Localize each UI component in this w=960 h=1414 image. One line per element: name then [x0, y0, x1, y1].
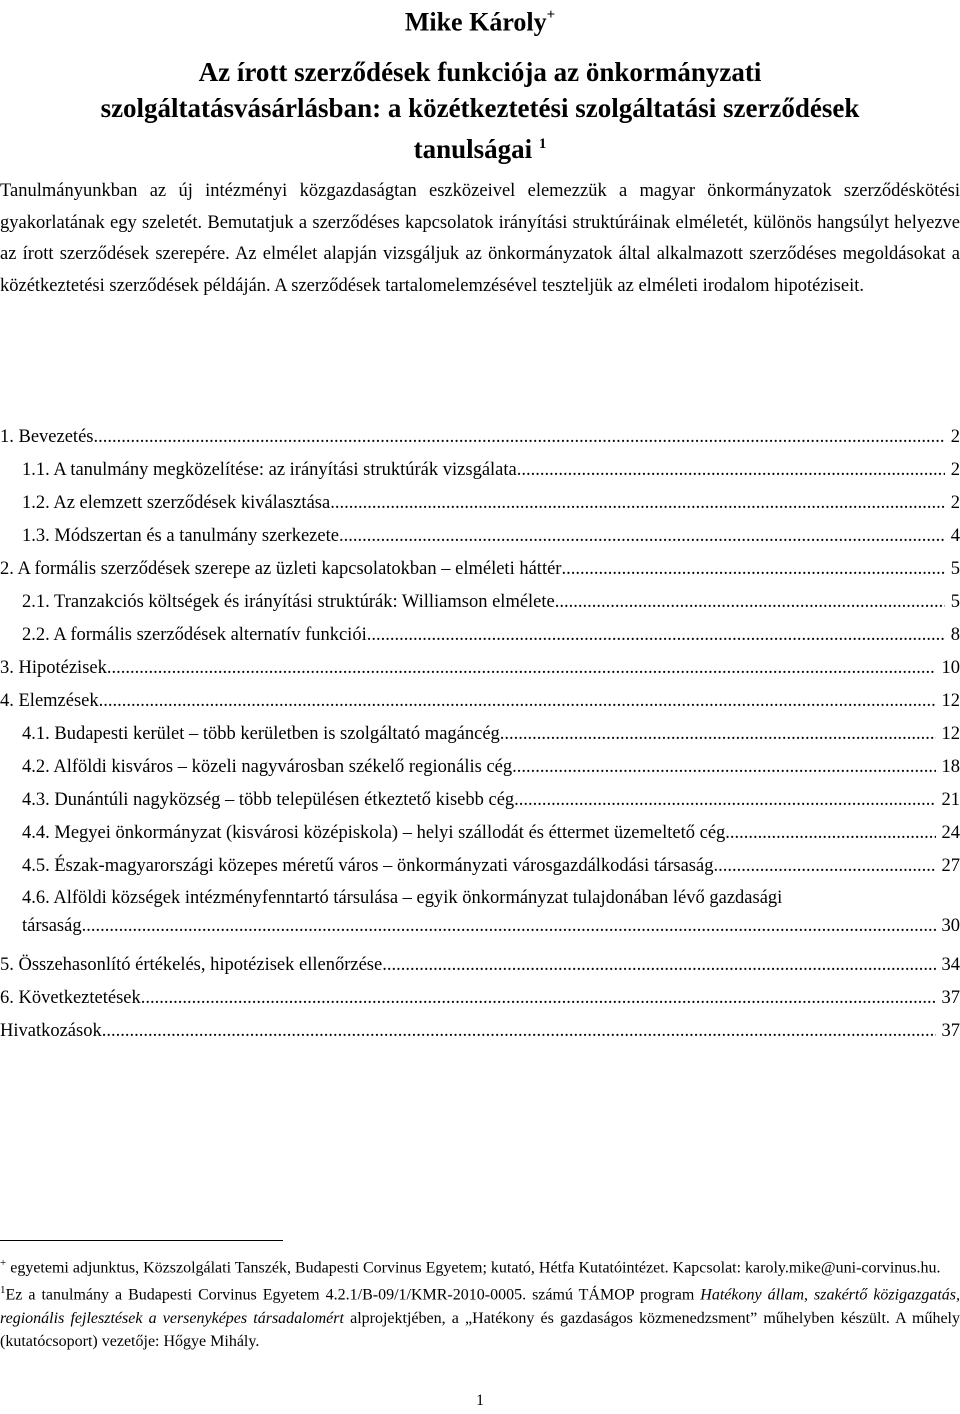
toc-entry[interactable]: 1.2. Az elemzett szerződések kiválasztása ..... 2	[0, 490, 960, 516]
toc-entry[interactable]: 4.6. Alföldi községek intézményfenntartó társulása – egyik önkormányzat tulajdonában lévő gazdasági társaság ..... 30	[22, 884, 960, 940]
footnote-separator	[0, 1240, 283, 1241]
toc-entry[interactable]: 2.1. Tranzakciós költségek és irányítási struktúrák: Williamson elmélete ..... 5	[0, 589, 960, 615]
toc-entry[interactable]: 4.2. Alföldi kisváros – közeli nagyvárosban székelő regionális cég ..... 18	[0, 754, 960, 780]
toc-entry[interactable]: 2. A formális szerződések szerepe az üzleti kapcsolatokban – elméleti háttér ..... 5	[0, 556, 960, 582]
footnote-1: $^1$Ez a tanulmány a Budapesti Corvinus Egyetem 4.2.1/B-09/1/KMR-2010-0005. számú TÁMOP program Hatékony állam, szakértő közigazgatás, regionális fejlesztések a versenyképes társadalomért alprojektjében, a „Hatékony és gazdaságos közmenedzsment” műhelyben készült. A műhely (kutatócsoport) vezetője: Hőgye Mihály.	[0, 1284, 960, 1350]
toc-entry[interactable]: 4.5. Észak-magyarországi közepes méretű város – önkormányzati városgazdálkodási társaság ..... 27	[0, 853, 960, 879]
toc-entry[interactable]: 1.3. Módszertan és a tanulmány szerkezete ..... 4	[0, 523, 960, 549]
title-line-2: szolgáltatásvásárlásban: a közétkeztetési szolgáltatási szerződések	[100, 93, 860, 123]
title-line-1: Az írott szerződések funkciója az önkormányzati	[198, 57, 762, 87]
footnote-author: + egyetemi adjunktus, Közszolgálati Tanszék, Budapesti Corvinus Egyetem; kutató, Hétfa Kutatóintézet. Kapcsolat: karoly.mike@uni-corvinus.hu.	[0, 1257, 941, 1277]
toc-entry[interactable]: 4. Elemzések ..... 12	[0, 688, 960, 714]
paper-title	[0, 54, 960, 167]
abstract: Tanulmányunkban az új intézményi közgazdaságtan eszközeivel elemezzük a magyar önkormányzatok szerződéskötési gyakorlatának egy szeletét. Bemutatjuk a szerződéses kapcsolatok irányítási struktúráinak elméletét, különös hangsúlyt helyezve az írott szerződések szerepére. Az elmélet alapján vizsgáljuk az önkormányzatok által alkalmazott szerződéses megoldásokat a közétkeztetési szerződések példáján. A szerződések tartalomelemzésével teszteljük az elméleti irodalom hipotéziseit.	[0, 181, 960, 296]
toc-entry[interactable]: 4.1. Budapesti kerület – több kerületben is szolgáltató magáncég ..... 12	[0, 721, 960, 747]
title-line-3: tanulságai $^1$	[413, 134, 547, 164]
author-name: Mike Károly+	[404, 7, 556, 37]
toc-entry[interactable]: 5. Összehasonlító értékelés, hipotézisek ellenőrzése ..... 34	[0, 952, 960, 978]
title-footnote-ref[interactable]: 1	[538, 136, 547, 152]
toc-entry[interactable]: 1.1. A tanulmány megközelítése: az irányítási struktúrák vizsgálata ..... 2	[0, 457, 960, 483]
toc-entry[interactable]: 3. Hipotézisek ..... 10	[0, 655, 960, 681]
toc-entry[interactable]: 4.3. Dunántúli nagyközség – több településen étkeztető kisebb cég ..... 21	[0, 787, 960, 813]
toc-entry[interactable]: 1. Bevezetés ..... 2	[0, 424, 960, 450]
footnotes	[0, 1252, 960, 1353]
toc-entry[interactable]: Hivatkozások ..... 37	[0, 1018, 960, 1044]
toc-entry[interactable]: 6. Következtetések ..... 37	[0, 985, 960, 1011]
page-number: 1	[476, 1392, 484, 1409]
toc-entry[interactable]: 2.2. A formális szerződések alternatív funkciói ..... 8	[0, 622, 960, 648]
toc-entry[interactable]: 4.4. Megyei önkormányzat (kisvárosi középiskola) – helyi szállodát és éttermet üzemeltető cég ..... 24	[0, 820, 960, 846]
